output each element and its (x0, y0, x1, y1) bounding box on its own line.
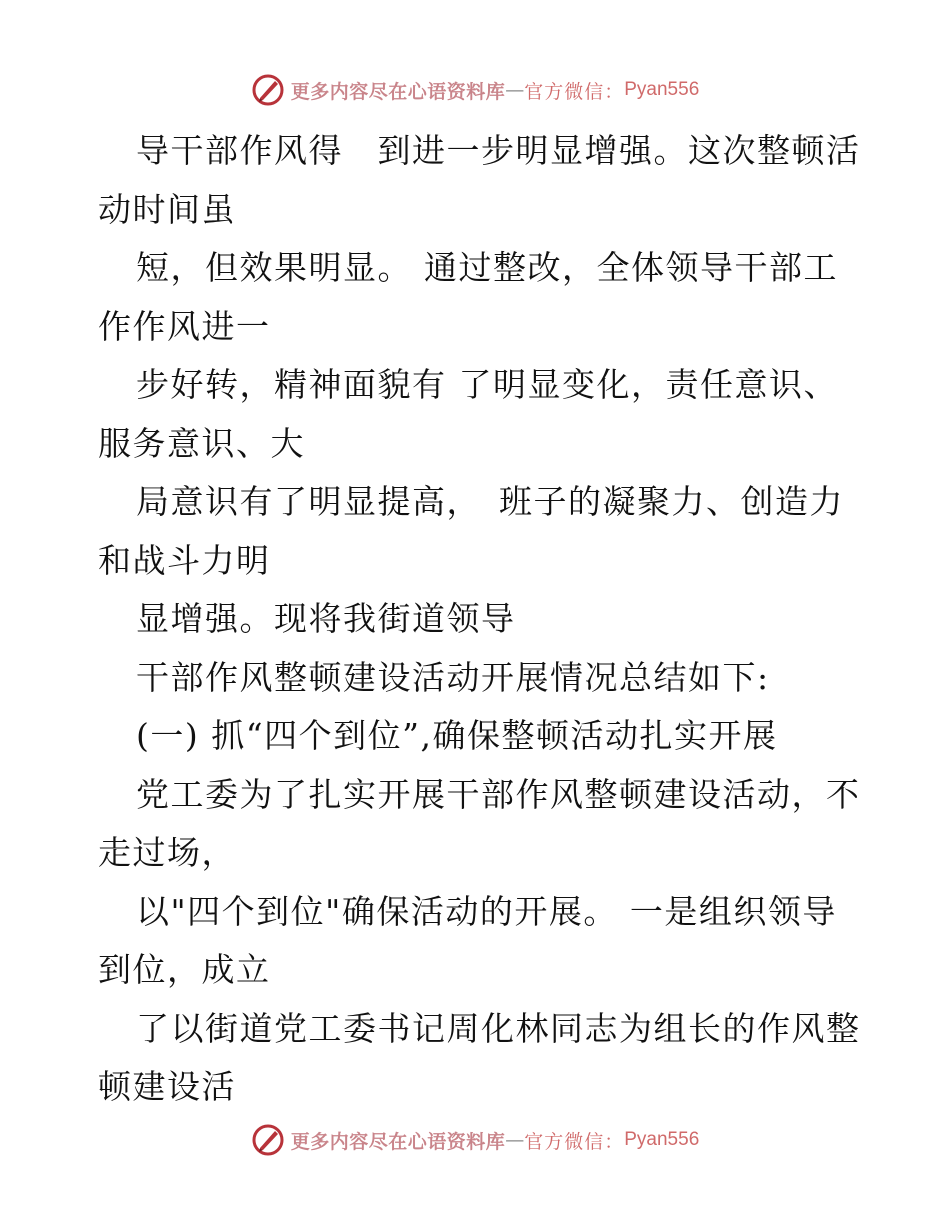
pen-logo-icon (251, 1123, 285, 1157)
text-line: 走过场， (98, 833, 236, 872)
watermark-separator: — (505, 1129, 525, 1151)
text-line: (一) 抓“四个到位”,确保整顿活动扎实开展 (136, 716, 778, 755)
watermark-site: 更多内容尽在心语资料库 (290, 80, 506, 103)
text-line: 干部作风整顿建设活动开展情况总结如下: (136, 657, 770, 697)
text-line: 动时间虽 (98, 189, 236, 229)
header-watermark (0, 70, 950, 110)
watermark-label: 官方微信： (524, 80, 625, 103)
watermark-label: 官方微信： (524, 1130, 625, 1153)
pen-logo-icon (251, 73, 285, 107)
text-line: 显增强。现将我街道领导 (136, 599, 516, 638)
text-line: 以"四个到位"确保活动的开展。 一是组织领导 (136, 891, 837, 931)
text-line: 和战斗力明 (98, 540, 271, 580)
text-line: 局意识有了明显提高， 班子的凝聚力、创造力 (136, 482, 844, 521)
text-line: 服务意识、大 (98, 423, 305, 463)
watermark-separator: — (505, 79, 525, 101)
text-line: 顿建设活 (98, 1067, 236, 1106)
text-line: 短，但效果明显。 通过整改，全体领导干部工 (136, 248, 838, 287)
document-body (98, 122, 861, 1117)
text-line: 步好转，精神面貌有 了明显变化，责任意识、 (136, 365, 838, 404)
text-line: 导干部作风得 到进一步明显增强。这次整顿活 (136, 131, 861, 170)
watermark-handle: Pyan556 (624, 1129, 700, 1150)
text-line: 党工委为了扎实开展干部作风整顿建设活动，不 (136, 774, 861, 814)
watermark-handle: Pyan556 (624, 79, 700, 100)
watermark-site: 更多内容尽在心语资料库 (290, 1130, 506, 1153)
text-line: 了以街道党工委书记周化林同志为组长的作风整 (136, 1008, 861, 1048)
text-line: 作作风进一 (98, 306, 271, 346)
text-line: 到位，成立 (98, 950, 271, 989)
footer-watermark (0, 1120, 950, 1160)
